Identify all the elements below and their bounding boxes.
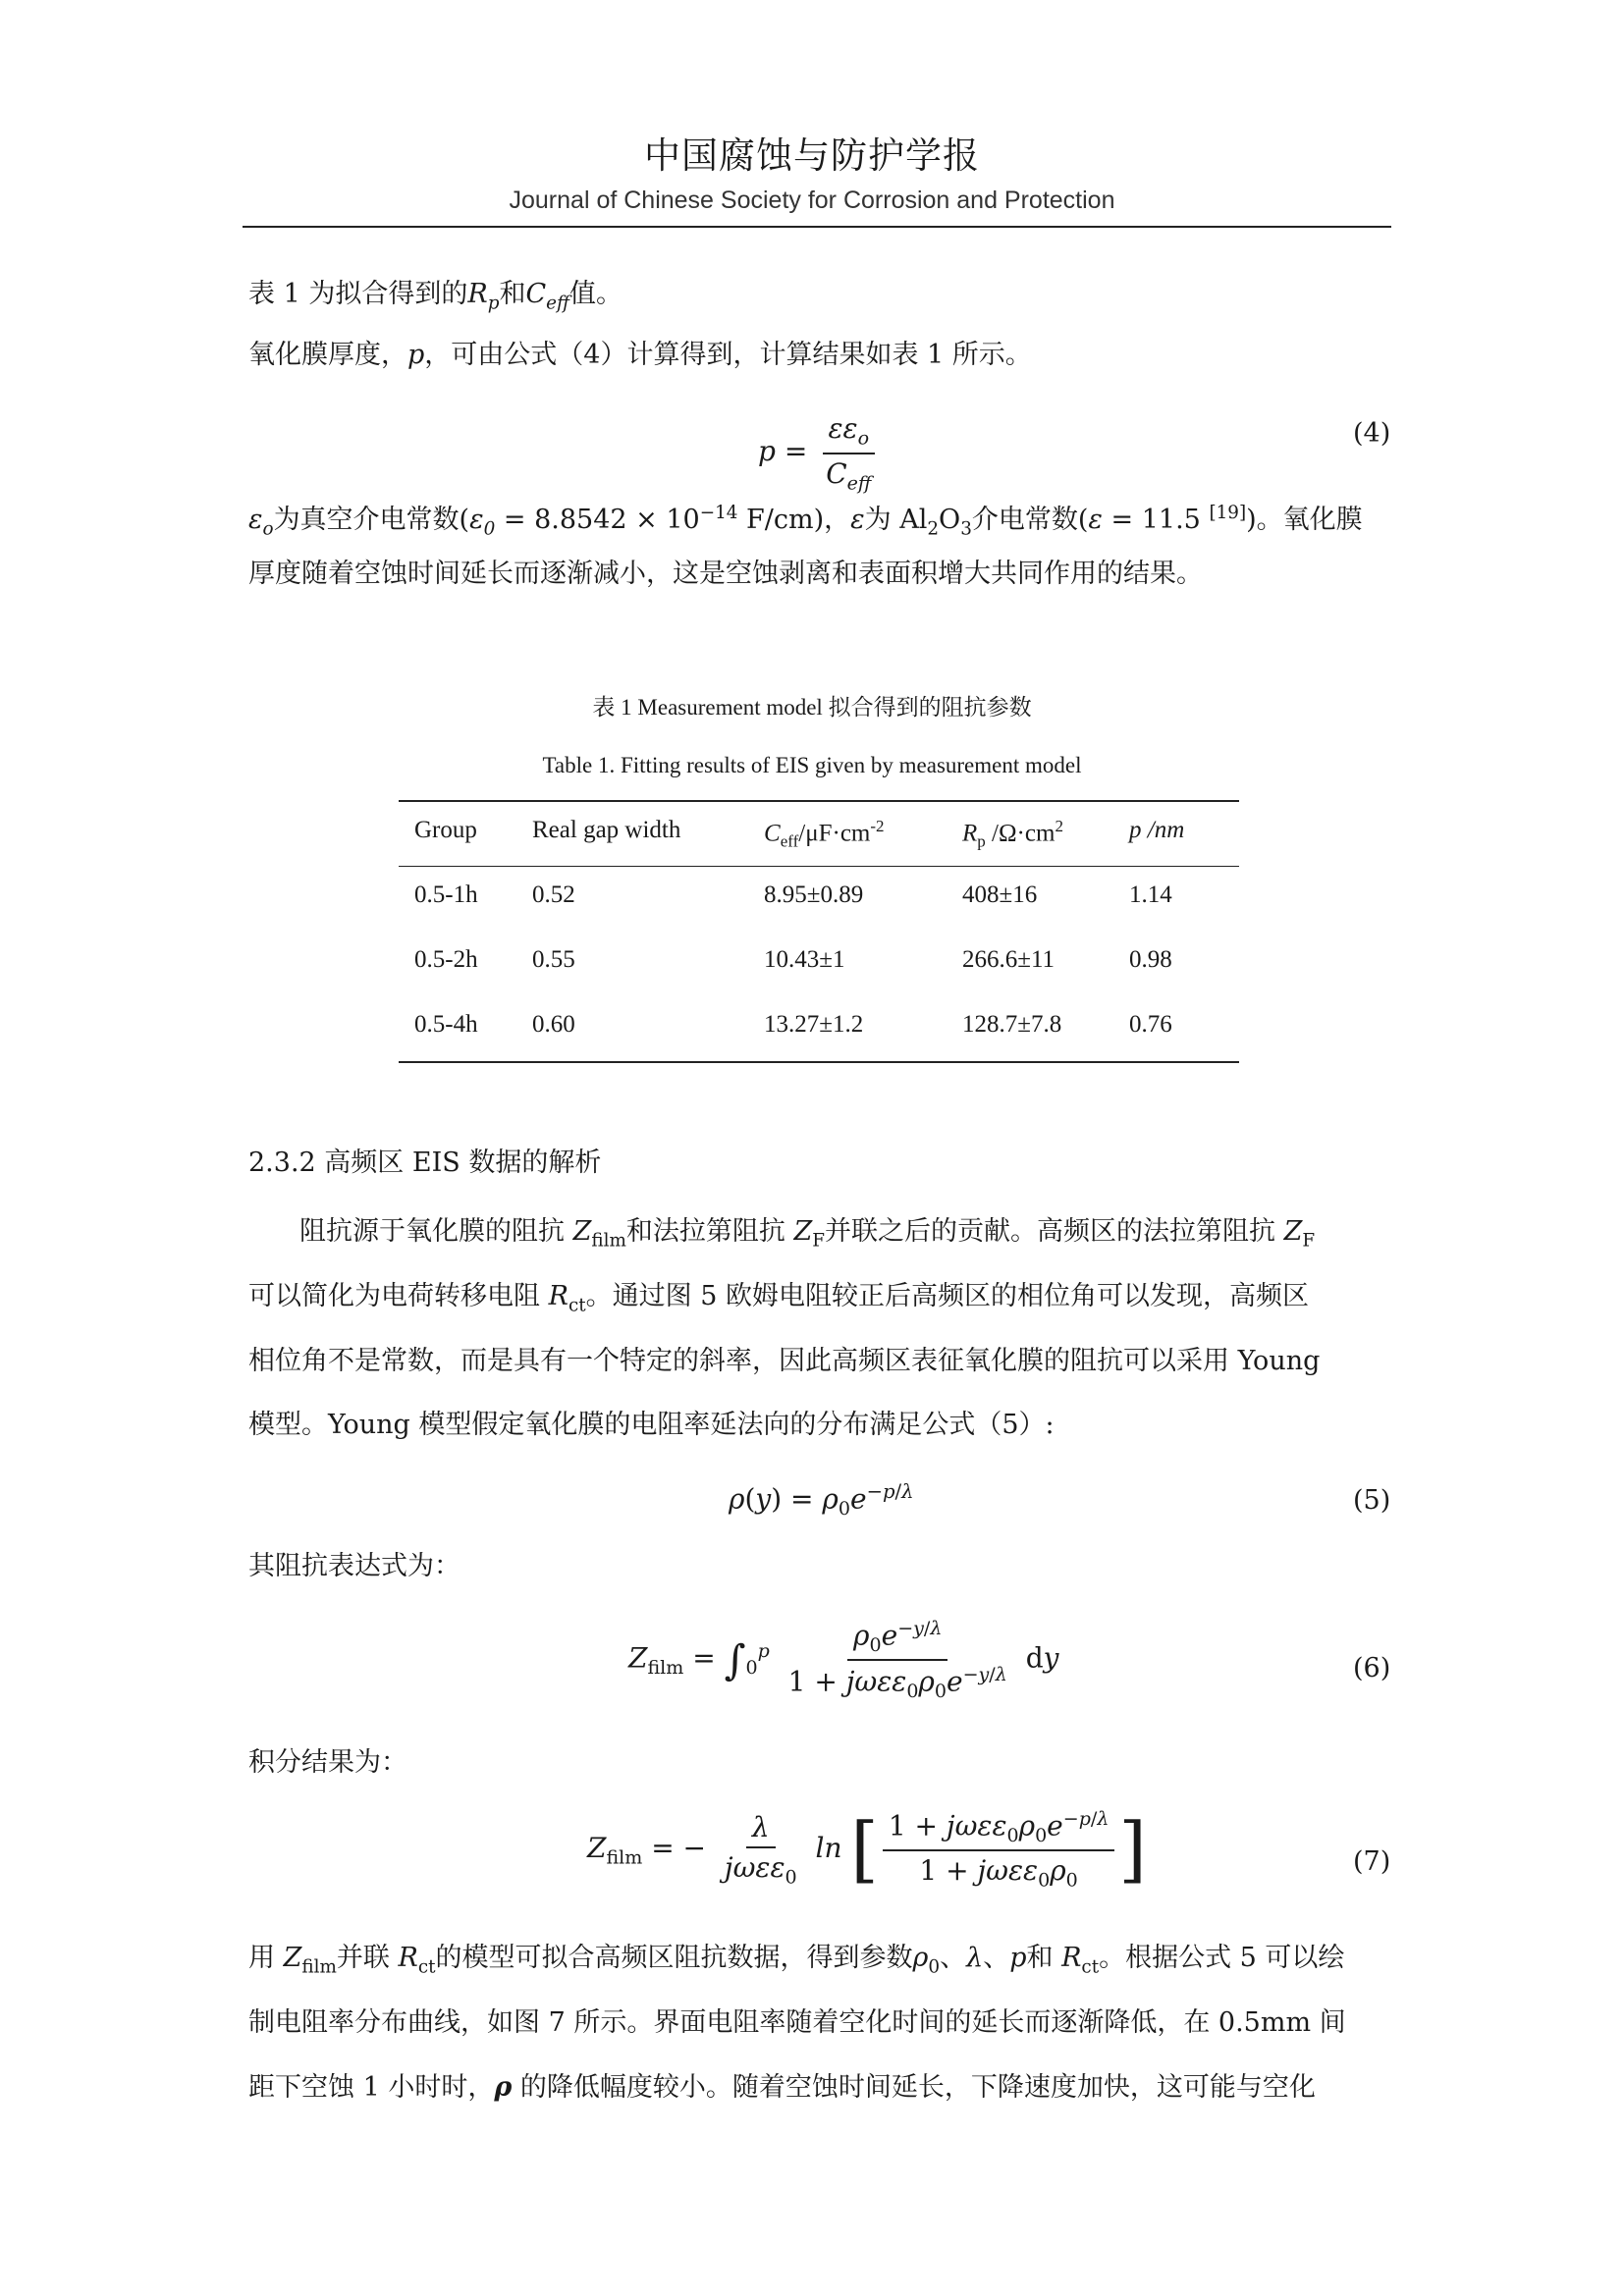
table-cell: 0.52: [532, 881, 575, 908]
paragraph-line: 距下空蚀 1 小时时，ρ 的降低幅度较小。随着空蚀时间延长，下降速度加快，这可能与空化: [248, 2072, 1316, 2103]
equation-number: (4): [1353, 418, 1391, 449]
equation-4: p = $\frac{\varepsilon\varepsilon_o}{C_{eff}}$: [758, 412, 881, 494]
math-ceff: $C_{eff}$: [525, 279, 569, 314]
paragraph-line: [248, 277, 623, 321]
paragraph-line: 可以简化为电荷转移电阻 $R_{ct}$。通过图 5 欧姆电阻较正后高频区的相位角可以发现，高频区: [248, 1281, 1309, 1316]
table-cell: 13.27±1.2: [764, 1011, 864, 1038]
header-divider: [243, 226, 1391, 228]
table-top-rule: [399, 800, 1239, 802]
table-header-cell: Group: [414, 817, 477, 843]
equation-6: $Z_{film} = \int_0^p$ $\frac{\rho_0e^{-y/\lambda}}{1 + j\omega\varepsilon\varepsilon_0\rho_0e^{-y/\lambda}}$ dy: [628, 1618, 1059, 1702]
paragraph-line: 阻抗源于氧化膜的阻抗 $Z_{film}$和法拉第阻抗 $Z_F$并联之后的贡献。高频区的法拉第阻抗 $Z_F$: [299, 1216, 1316, 1252]
table-caption-cn: 表 1 Measurement model 拟合得到的阻抗参数: [592, 695, 1032, 720]
paragraph-line: 氧化膜厚度，𝑝，可由公式（4）计算得到，计算结果如表 1 所示。: [248, 340, 1032, 370]
paragraph-line: $\varepsilon_o$为真空介电常数($\varepsilon_0 = 8.8542 \times 10^{-14}$ F/cm)，ε为 $Al_2O_3$介电常数(ε = 11.5 [19])。氧化膜: [248, 503, 1363, 540]
paragraph-line: 模型。Young 模型假定氧化膜的电阻率延法向的分布满足公式（5）:: [248, 1410, 1055, 1440]
table-caption-en: Table 1. Fitting results of EIS given by measurement model: [542, 753, 1082, 777]
paragraph-line: 相位角不是常数，而是具有一个特定的斜率，因此高频区表征氧化膜的阻抗可以采用 Young: [248, 1346, 1321, 1376]
equation-7: $Z_{film}$ = − $\frac{\lambda}{j\omega\varepsilon\varepsilon_0}$ ln [ $\frac{1 + j\omega\varepsilon\varepsilon_0\rho_0e^{-p/\lambda}}{1 + j\omega\varepsilon\varepsilon_0\rho_0}$ ]: [587, 1808, 1147, 1892]
table-header-cell: Real gap width: [532, 817, 681, 843]
table-cell: 1.14: [1129, 881, 1172, 908]
table-header-cell: $R_p$ $/\Omega\cdot cm^2$: [962, 817, 1063, 851]
table-cell: 0.5-2h: [414, 946, 478, 973]
table-cell: 0.5-1h: [414, 881, 478, 908]
table-cell: 10.43±1: [764, 946, 845, 973]
paragraph-line: 其阻抗表达式为：: [248, 1551, 460, 1581]
table-header-cell: $C_{eff}/\mu F\cdot cm^{-2}$: [764, 817, 885, 851]
section-heading: 2.3.2 高频区 EIS 数据的解析: [248, 1148, 602, 1178]
table-cell: 266.6±11: [962, 946, 1056, 973]
table-header-rule: [399, 866, 1239, 867]
table-cell: 0.60: [532, 1011, 575, 1038]
table-cell: 0.55: [532, 946, 575, 973]
table-bottom-rule: [399, 1061, 1239, 1063]
table-cell: 128.7±7.8: [962, 1011, 1062, 1038]
table-cell: 0.5-4h: [414, 1011, 478, 1038]
table-cell: 408±16: [962, 881, 1038, 908]
text-run: 表 1 为拟合得到的: [248, 279, 468, 309]
equation-5: $\rho(y) = \rho_0e^{-p/\lambda}$: [729, 1480, 914, 1520]
journal-title-cn: 中国腐蚀与防护学报: [644, 134, 980, 177]
equation-number: (5): [1353, 1485, 1391, 1516]
math-rp: $R_p$: [467, 279, 500, 314]
table-cell: 0.76: [1129, 1011, 1172, 1038]
table-cell: 8.95±0.89: [764, 881, 864, 908]
text-run: 和: [499, 279, 526, 309]
paragraph-line: 用 $Z_{film}$并联 $R_{ct}$的模型可拟合高频区阻抗数据，得到参数$\rho_0$、λ、p和 $R_{ct}$。根据公式 5 可以绘: [248, 1943, 1345, 1978]
paragraph-line: 制电阻率分布曲线，如图 7 所示。界面电阻率随着空化时间的延长而逐渐降低，在 0.5mm 间: [248, 2007, 1346, 2038]
equation-number: (6): [1353, 1653, 1391, 1683]
journal-title-en: Journal of Chinese Society for Corrosion and Protection: [509, 187, 1115, 214]
text-run: 值。: [569, 279, 623, 309]
paragraph-line: 积分结果为：: [248, 1747, 407, 1778]
paragraph-line: 厚度随着空蚀时间延长而逐渐减小，这是空蚀剥离和表面积增大共同作用的结果。: [248, 559, 1203, 589]
table-header-cell: p /nm: [1129, 817, 1185, 843]
equation-number: (7): [1353, 1846, 1391, 1877]
table-cell: 0.98: [1129, 946, 1172, 973]
